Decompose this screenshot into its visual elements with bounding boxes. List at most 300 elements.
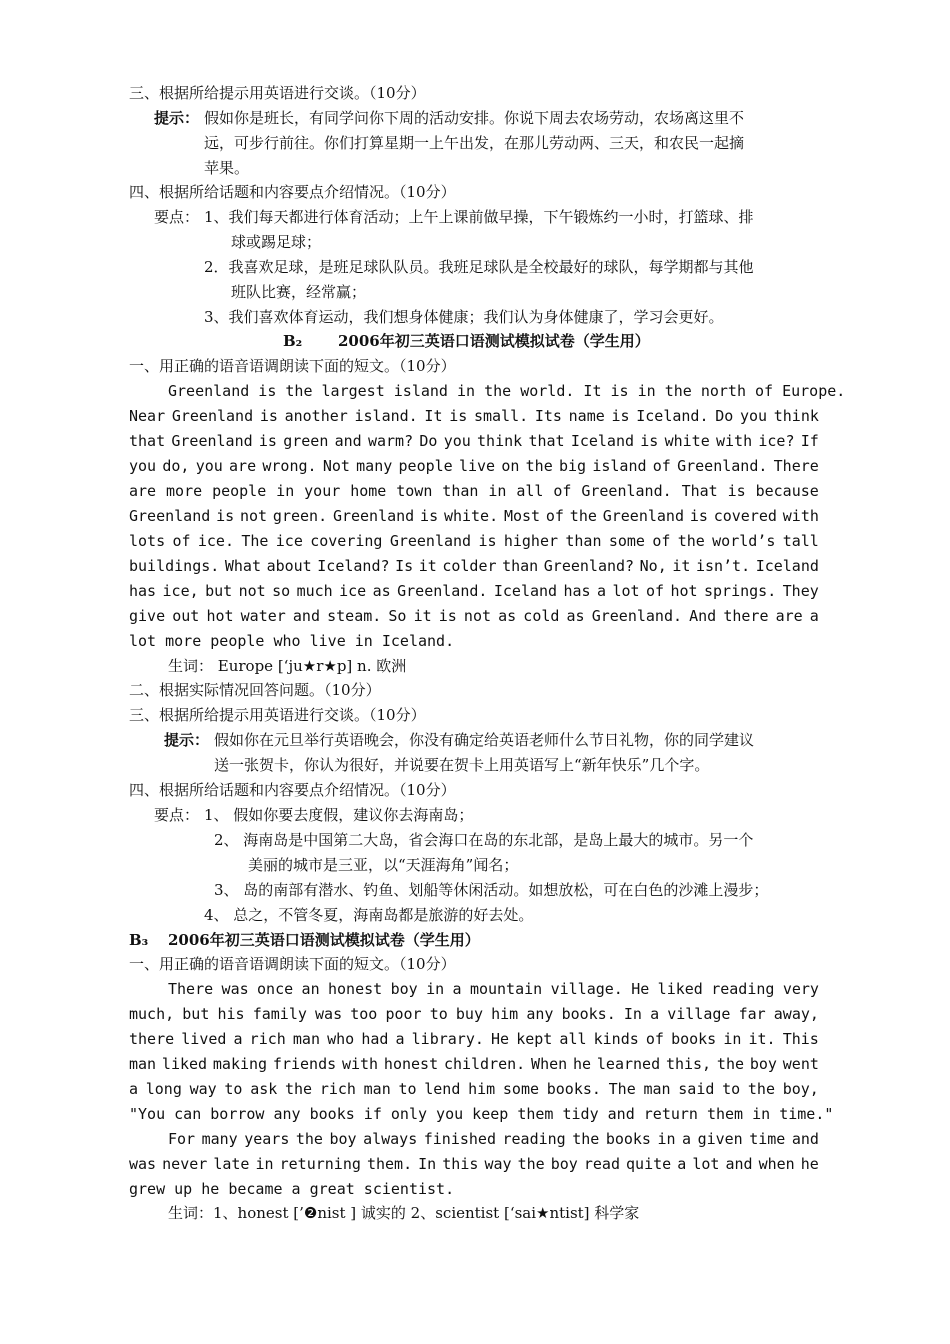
- passage-word: way: [484, 1155, 512, 1173]
- passage-word: a: [597, 582, 607, 600]
- passage-word: you: [195, 457, 223, 475]
- passage-word: the: [677, 532, 705, 550]
- b2-passage-line: [129, 429, 819, 454]
- b2-points-label: 要点：: [154, 806, 200, 824]
- passage-word: his: [217, 1005, 245, 1023]
- passage-word: late: [213, 1155, 250, 1173]
- passage-word: is: [438, 607, 457, 625]
- passage-word: Not: [322, 457, 350, 475]
- passage-word: lots: [129, 532, 166, 550]
- passage-word: lot: [612, 582, 640, 600]
- passage-word: to: [398, 1080, 417, 1098]
- passage-word: cold: [523, 607, 560, 625]
- passage-word: world’s: [712, 532, 776, 550]
- passage-word: are: [775, 607, 803, 625]
- passage-word: was: [315, 1005, 343, 1023]
- b2-passage-line: [129, 529, 819, 554]
- b3-passage-line: [168, 977, 819, 1002]
- passage-word: of: [645, 582, 665, 600]
- passage-word: way: [189, 1080, 217, 1098]
- passage-word: returning: [279, 1155, 361, 1173]
- passage-word: was: [221, 980, 249, 998]
- b2-hint-line: 送一张贺卡，你认为很好，并说要在贺卡上用英语写上“新年快乐”几个字。: [214, 756, 710, 774]
- passage-word: once: [257, 980, 294, 998]
- b3-passage-line: [129, 1002, 819, 1027]
- passage-word: covered: [713, 507, 777, 525]
- passage-word: all: [559, 1030, 587, 1048]
- b2-passage-line: [129, 604, 819, 629]
- b2-point: 2、 海南岛是中国第二大岛，省会海口在岛的东北部，是岛上最大的城市。另一个: [214, 831, 754, 849]
- passage-word: and: [334, 432, 362, 450]
- passage-word: Greenland.: [581, 482, 672, 500]
- passage-word: books.: [546, 1080, 601, 1098]
- passage-word: covering: [310, 532, 383, 550]
- passage-word: hot: [206, 607, 234, 625]
- passage-word: island: [592, 457, 647, 475]
- passage-word: ice?: [758, 432, 795, 450]
- b3-label: B₃: [129, 931, 149, 949]
- passage-word: to: [722, 1080, 741, 1098]
- passage-word: you: [739, 407, 768, 425]
- b2-passage-line: [129, 504, 819, 529]
- passage-word: In: [418, 1155, 437, 1173]
- passage-word: springs.: [703, 582, 777, 600]
- passage-word: Near: [129, 407, 166, 425]
- b1-hint-line: 苹果。: [204, 159, 250, 177]
- passage-word: it: [672, 557, 691, 575]
- passage-word: quite: [626, 1155, 672, 1173]
- passage-word: has: [563, 582, 591, 600]
- passage-word: ice.: [197, 532, 234, 550]
- b2-point: 1、 假如你要去度假，建议你去海南岛；: [204, 806, 474, 824]
- b1-point: 2．我喜欢足球，是班足球队队员。我班足球队是全校最好的球队，每学期都与其他: [204, 258, 754, 276]
- passage-word: library.: [411, 1030, 484, 1048]
- b2-passage-line: [129, 554, 819, 579]
- passage-word: is: [420, 507, 439, 525]
- passage-word: water: [240, 607, 286, 625]
- b3-passage-line: [129, 1052, 819, 1077]
- passage-word: on: [501, 457, 520, 475]
- passage-word: but: [182, 1005, 210, 1023]
- passage-word: family: [252, 1005, 307, 1023]
- passage-word: Greenland: [171, 407, 254, 425]
- passage-word: It: [424, 407, 443, 425]
- passage-word: of: [172, 532, 191, 550]
- passage-word: many: [356, 457, 393, 475]
- passage-word: it: [413, 607, 432, 625]
- passage-word: time: [749, 1130, 786, 1148]
- passage-word: Greenland: [129, 507, 211, 525]
- passage-word: of: [652, 457, 671, 475]
- passage-word: in: [426, 980, 445, 998]
- b2-passage-line: [129, 454, 819, 479]
- passage-word: who: [327, 1030, 355, 1048]
- passage-word: that: [528, 432, 565, 450]
- passage-word: than: [565, 532, 602, 550]
- passage-word: than: [442, 482, 479, 500]
- passage-word: is: [640, 432, 659, 450]
- passage-word: books: [671, 1030, 717, 1048]
- passage-word: Greenland?: [543, 557, 635, 575]
- passage-word: This: [782, 1030, 819, 1048]
- passage-word: learned: [596, 1055, 661, 1073]
- passage-word: all: [516, 482, 544, 500]
- passage-word: was: [129, 1155, 157, 1173]
- passage-word: has: [129, 582, 157, 600]
- passage-word: kinds: [593, 1030, 639, 1048]
- passage-word: not: [240, 507, 268, 525]
- passage-word: any: [526, 1005, 554, 1023]
- passage-word: Do: [715, 407, 734, 425]
- passage-word: to: [429, 1005, 448, 1023]
- passage-word: Is: [395, 557, 414, 575]
- passage-word: of: [553, 482, 572, 500]
- passage-word: name: [568, 407, 605, 425]
- b2-hint-label: 提示：: [164, 731, 210, 749]
- passage-word: and: [725, 1155, 753, 1173]
- passage-word: had: [361, 1030, 389, 1048]
- passage-word: He: [631, 980, 650, 998]
- passage-word: as: [566, 607, 585, 625]
- passage-word: because: [755, 482, 819, 500]
- passage-word: many: [201, 1130, 238, 1148]
- passage-word: in: [723, 1030, 742, 1048]
- passage-word: a: [395, 1030, 405, 1048]
- passage-word: is: [449, 407, 468, 425]
- b2-point: 3、 岛的南部有潜水、钓鱼、划船等休闲活动。如想放松，可在白色的沙滩上漫步；: [214, 881, 769, 899]
- passage-word: the: [525, 457, 553, 475]
- passage-word: For: [168, 1130, 196, 1148]
- passage-word: reading: [502, 1130, 566, 1148]
- passage-word: green.: [272, 507, 328, 525]
- passage-word: green: [283, 432, 329, 450]
- passage-word: higher: [503, 532, 559, 550]
- passage-word: He: [491, 1030, 510, 1048]
- b2-section3-heading: 三、根据所给提示用英语进行交谈。（10分）: [129, 706, 426, 724]
- b3-passage-line: [168, 1127, 819, 1152]
- passage-word: it.: [748, 1030, 776, 1048]
- passage-word: this: [442, 1155, 479, 1173]
- passage-word: The: [608, 1080, 636, 1098]
- passage-word: the: [295, 1130, 323, 1148]
- passage-word: children.: [443, 1055, 526, 1073]
- passage-word: years: [244, 1130, 290, 1148]
- b2-section4-heading: 四、根据所给话题和内容要点介绍情况。（10分）: [129, 781, 456, 799]
- passage-word: went: [782, 1055, 819, 1073]
- b3-section1-heading: 一、用正确的语音语调朗读下面的短文。（10分）: [129, 955, 456, 973]
- passage-word: more: [166, 482, 203, 500]
- passage-word: village.: [550, 980, 623, 998]
- passage-word: town: [396, 482, 433, 500]
- passage-word: reading: [711, 980, 775, 998]
- passage-word: so: [272, 582, 291, 600]
- b2-label: B₂: [283, 332, 303, 350]
- passage-word: and: [292, 607, 320, 625]
- passage-word: friends: [272, 1055, 337, 1073]
- passage-word: Greenland: [602, 507, 684, 525]
- passage-word: are: [229, 457, 257, 475]
- passage-word: Iceland: [493, 582, 558, 600]
- passage-word: Greenland.: [591, 607, 683, 625]
- passage-word: think: [773, 407, 819, 425]
- b3-passage-line: [129, 1027, 819, 1052]
- passage-word: read: [583, 1155, 620, 1173]
- passage-word: another: [284, 407, 348, 425]
- passage-word: when: [758, 1155, 795, 1173]
- passage-word: Greenland.: [397, 582, 488, 600]
- passage-word: liked: [657, 980, 703, 998]
- passage-word: a: [677, 1155, 687, 1173]
- passage-word: and: [791, 1130, 819, 1148]
- b2-point: 4、 总之，不管冬夏，海南岛都是旅游的好去处。: [204, 906, 534, 924]
- passage-word: this,: [665, 1055, 712, 1073]
- passage-word: honest: [383, 1055, 439, 1073]
- b1-point: 3、我们喜欢体育运动，我们想身体健康；我们认为身体健康了，学习会更好。: [204, 308, 724, 326]
- passage-word: long: [145, 1080, 182, 1098]
- passage-word: in: [488, 482, 507, 500]
- passage-word: finished: [423, 1130, 496, 1148]
- passage-word: them.: [366, 1155, 413, 1173]
- passage-word: is: [258, 432, 277, 450]
- passage-word: is: [216, 507, 235, 525]
- passage-word: Greenland.: [677, 457, 768, 475]
- passage-word: ice: [275, 532, 303, 550]
- passage-word: is: [259, 407, 278, 425]
- passage-word: people: [398, 457, 453, 475]
- passage-word: white.: [443, 507, 499, 525]
- passage-word: books: [605, 1130, 651, 1148]
- b2-passage-line: [129, 479, 819, 504]
- passage-word: you: [129, 457, 157, 475]
- passage-word: him: [468, 1080, 496, 1098]
- passage-word: with: [716, 432, 753, 450]
- b2-section1-heading: 一、用正确的语音语调朗读下面的短文。（10分）: [129, 357, 456, 375]
- passage-word: small.: [473, 407, 529, 425]
- passage-word: with: [782, 507, 819, 525]
- passage-word: isn’t.: [695, 557, 751, 575]
- passage-word: That: [681, 482, 718, 500]
- passage-word: of: [645, 1030, 664, 1048]
- passage-word: much,: [129, 1005, 175, 1023]
- passage-word: There: [168, 980, 214, 998]
- passage-word: man: [292, 1030, 320, 1048]
- passage-word: Iceland: [570, 432, 635, 450]
- passage-word: not: [238, 582, 266, 600]
- passage-word: you: [443, 432, 471, 450]
- passage-word: to: [224, 1080, 243, 1098]
- passage-word: do,: [162, 457, 190, 475]
- passage-word: he: [800, 1155, 819, 1173]
- passage-word: colder: [442, 557, 497, 575]
- passage-word: the: [517, 1155, 545, 1173]
- passage-word: never: [162, 1155, 208, 1173]
- passage-word: Greenland: [332, 507, 415, 525]
- passage-word: of: [545, 507, 564, 525]
- passage-word: as: [372, 582, 391, 600]
- b1-section3-heading: 三、根据所给提示用英语进行交谈。（10分）: [129, 84, 426, 102]
- b1-point: 1、我们每天都进行体育活动；上午上课前做早操，下午锻炼约一小时，打篮球、排: [204, 208, 754, 226]
- b1-hint-line: 远，可步行前往。你们打算星期一上午出发，在那儿劳动两、三天，和农民一起摘: [204, 134, 745, 152]
- passage-word: in: [255, 1155, 274, 1173]
- passage-word: Greenland: [389, 532, 472, 550]
- passage-word: is: [611, 407, 630, 425]
- b2-section2-heading: 二、根据实际情况回答问题。（10分）: [129, 681, 381, 699]
- passage-word: out: [172, 607, 200, 625]
- passage-word: there: [129, 1030, 175, 1048]
- passage-word: is: [689, 507, 708, 525]
- passage-word: not: [463, 607, 492, 625]
- passage-word: ice: [339, 582, 367, 600]
- passage-word: What: [224, 557, 261, 575]
- passage-word: said: [678, 1080, 715, 1098]
- passage-word: hot: [670, 582, 698, 600]
- passage-word: a: [809, 607, 819, 625]
- passage-word: give: [129, 607, 166, 625]
- passage-word: he: [573, 1055, 592, 1073]
- passage-word: honest: [328, 980, 383, 998]
- passage-word: the: [572, 1130, 600, 1148]
- passage-word: always: [363, 1130, 418, 1148]
- passage-word: a: [650, 1005, 660, 1023]
- b2-passage-line: lot more people who live in Iceland.: [129, 632, 455, 650]
- passage-word: Iceland?: [317, 557, 390, 575]
- passage-word: as: [498, 607, 517, 625]
- passage-word: ask: [250, 1080, 278, 1098]
- passage-word: a: [452, 980, 462, 998]
- passage-word: Do: [419, 432, 438, 450]
- passage-word: think: [477, 432, 523, 450]
- passage-word: man: [129, 1055, 157, 1073]
- passage-word: If: [800, 432, 819, 450]
- passage-word: given: [697, 1130, 743, 1148]
- passage-word: Most: [503, 507, 541, 525]
- passage-word: of: [652, 532, 671, 550]
- passage-word: some: [608, 532, 645, 550]
- passage-word: a: [233, 1030, 243, 1048]
- passage-word: man: [643, 1080, 671, 1098]
- passage-word: There: [773, 457, 819, 475]
- b2-passage-line: Greenland is the largest island in the world. It is in the north of Europe.: [168, 382, 846, 400]
- passage-word: lot: [692, 1155, 720, 1173]
- passage-word: They: [782, 582, 819, 600]
- passage-word: an: [301, 980, 320, 998]
- passage-word: far: [738, 1005, 766, 1023]
- passage-word: making: [212, 1055, 268, 1073]
- b3-vocab: 生词：1、honest [’❷nist ] 诚实的 2、scientist [‘sai★ntist] 科学家: [168, 1204, 640, 1222]
- passage-word: about: [266, 557, 312, 575]
- passage-word: some: [502, 1080, 540, 1098]
- passage-word: poor: [385, 1005, 422, 1023]
- passage-word: that: [129, 432, 166, 450]
- passage-word: buy: [455, 1005, 483, 1023]
- passage-word: The: [241, 532, 269, 550]
- passage-word: Its: [534, 407, 562, 425]
- b2-passage-line: [129, 404, 819, 429]
- passage-word: When: [531, 1055, 568, 1073]
- passage-word: people: [212, 482, 267, 500]
- passage-word: the: [285, 1080, 313, 1098]
- b3-passage-line: grew up he became a great scientist.: [129, 1180, 455, 1198]
- b2-title: 2006年初三英语口语测试模拟试卷（学生用）: [338, 332, 650, 350]
- passage-word: And: [689, 607, 717, 625]
- passage-word: So: [388, 607, 407, 625]
- passage-word: books.: [561, 1005, 616, 1023]
- passage-word: much: [296, 582, 333, 600]
- passage-word: is: [727, 482, 746, 500]
- passage-word: the: [747, 1080, 775, 1098]
- passage-word: steam.: [327, 607, 382, 625]
- passage-word: in: [276, 482, 295, 500]
- passage-word: but: [205, 582, 233, 600]
- passage-word: it: [418, 557, 437, 575]
- passage-word: boy: [390, 980, 418, 998]
- b1-point: 班队比赛，经常赢；: [231, 283, 367, 301]
- passage-word: mountain: [469, 980, 543, 998]
- b1-hint-label: 提示：: [154, 109, 200, 127]
- passage-word: Iceland: [755, 557, 819, 575]
- passage-word: No,: [639, 557, 667, 575]
- passage-word: is: [478, 532, 497, 550]
- b2-hint-line: 假如你在元旦举行英语晚会，你没有确定给英语老师什么节日礼物，你的同学建议: [214, 731, 755, 749]
- passage-word: buildings.: [129, 557, 220, 575]
- b3-title: 2006年初三英语口语测试模拟试卷（学生用）: [168, 931, 480, 949]
- passage-word: very: [782, 980, 819, 998]
- passage-word: a: [682, 1130, 692, 1148]
- passage-word: him: [491, 1005, 519, 1023]
- passage-word: home: [350, 482, 387, 500]
- passage-word: boy: [329, 1130, 357, 1148]
- passage-word: big: [559, 457, 587, 475]
- passage-word: boy: [550, 1155, 578, 1173]
- b1-point: 球或踢足球；: [231, 233, 322, 251]
- passage-word: In: [623, 1005, 642, 1023]
- passage-word: live: [458, 457, 496, 475]
- passage-word: rich: [319, 1080, 356, 1098]
- passage-word: the: [716, 1055, 745, 1073]
- passage-word: Iceland.: [636, 407, 709, 425]
- passage-word: in: [657, 1130, 676, 1148]
- passage-word: with: [341, 1055, 379, 1073]
- passage-word: are: [129, 482, 157, 500]
- b3-passage-line: [129, 1077, 819, 1102]
- b1-hint-line: 假如你是班长，有同学问你下周的活动安排。你说下周去农场劳动，农场离这里不: [204, 109, 745, 127]
- passage-word: kept: [516, 1030, 553, 1048]
- passage-word: boy,: [782, 1080, 819, 1098]
- passage-word: warm?: [367, 432, 414, 450]
- passage-word: Greenland: [171, 432, 253, 450]
- b2-vocab: 生词： Europe [‘ju★r★p] n. 欧洲: [168, 657, 407, 675]
- passage-word: too: [350, 1005, 378, 1023]
- passage-word: rich: [249, 1030, 286, 1048]
- passage-word: lend: [424, 1080, 461, 1098]
- b1-section4-heading: 四、根据所给话题和内容要点介绍情况。（10分）: [129, 183, 456, 201]
- passage-word: village: [667, 1005, 731, 1023]
- passage-word: liked: [161, 1055, 208, 1073]
- passage-word: your: [304, 482, 341, 500]
- passage-word: tall: [782, 532, 819, 550]
- passage-word: white: [664, 432, 710, 450]
- passage-word: man: [363, 1080, 391, 1098]
- b2-point: 美丽的城市是三亚，以“天涯海角”闻名；: [248, 856, 519, 874]
- passage-word: boy: [749, 1055, 777, 1073]
- b3-passage-line: [129, 1152, 819, 1177]
- passage-word: than: [502, 557, 539, 575]
- passage-word: there: [723, 607, 769, 625]
- passage-word: lived: [181, 1030, 227, 1048]
- passage-word: island.: [354, 407, 418, 425]
- b1-points-label: 要点：: [154, 208, 200, 226]
- b3-passage-line: "You can borrow any books if only you keep them tidy and return them in time.": [129, 1105, 834, 1123]
